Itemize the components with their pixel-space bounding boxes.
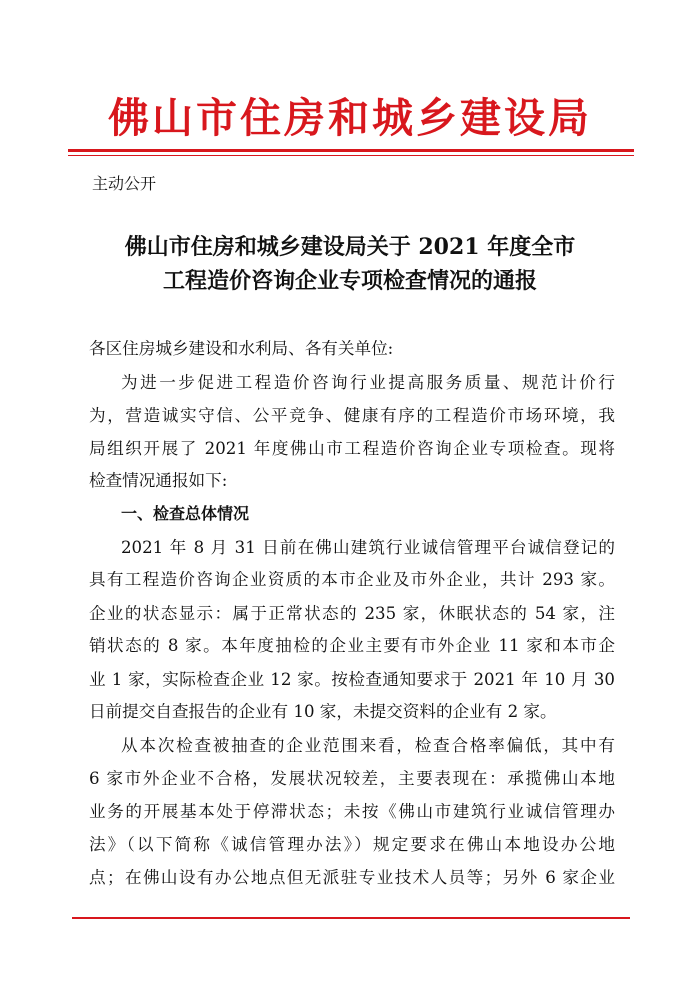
masthead-rule-thin (68, 155, 634, 156)
paragraph-2-line: 销状态的 8 家。本年度抽检的企业主要有市外企业 11 家和本市企 (89, 636, 615, 655)
paragraph-2-line: 企业的状态显示：属于正常状态的 235 家，休眠状态的 54 家，注 (89, 604, 615, 623)
footer-rule (72, 917, 630, 919)
document-title-line-2: 工程造价咨询企业专项检查情况的通报 (162, 268, 537, 294)
masthead-rule-thick (68, 149, 634, 152)
paragraph-2-line: 2021 年 8 月 31 日前在佛山建筑行业诚信管理平台诚信登记的 (121, 538, 615, 557)
disclosure-tag: 主动公开 (92, 174, 157, 193)
section-1-heading: 一、检查总体情况 (121, 504, 250, 523)
paragraph-1-line: 检查情况通报如下: (89, 471, 228, 490)
paragraph-3-line: 法》（以下简称《诚信管理办法》）规定要求在佛山本地设办公地 (89, 835, 615, 854)
paragraph-2-line: 日前提交自查报告的企业有 10 家，未提交资料的企业有 2 家。 (89, 702, 557, 721)
paragraph-2-line: 具有工程造价咨询企业资质的本市企业及市外企业，共计 293 家。 (89, 570, 615, 589)
paragraph-3-line: 6 家市外企业不合格，发展状况较差，主要表现在：承揽佛山本地 (89, 769, 615, 788)
paragraph-3-line: 从本次检查被抽查的企业范围来看，检查合格率偏低，其中有 (121, 736, 615, 755)
document-title-line-1: 佛山市住房和城乡建设局关于 2021 年度全市 (124, 234, 576, 260)
paragraph-3-line: 点；在佛山设有办公地点但无派驻专业技术人员等；另外 6 家企业 (89, 868, 615, 887)
masthead-title: 佛山市住房和城乡建设局 (108, 94, 592, 142)
paragraph-2-line: 业 1 家，实际检查企业 12 家。按检查通知要求于 2021 年 10 月 30 (89, 670, 615, 689)
paragraph-3-line: 业务的开展基本处于停滞状态；未按《佛山市建筑行业诚信管理办 (89, 802, 615, 821)
salutation: 各区住房城乡建设和水利局、各有关单位: (89, 339, 394, 358)
paragraph-1-line: 为，营造诚实守信、公平竞争、健康有序的工程造价市场环境，我 (89, 406, 615, 425)
paragraph-1-line: 局组织开展了 2021 年度佛山市工程造价咨询企业专项检查。现将 (89, 439, 615, 458)
paragraph-1-line: 为进一步促进工程造价咨询行业提高服务质量、规范计价行 (121, 373, 615, 392)
